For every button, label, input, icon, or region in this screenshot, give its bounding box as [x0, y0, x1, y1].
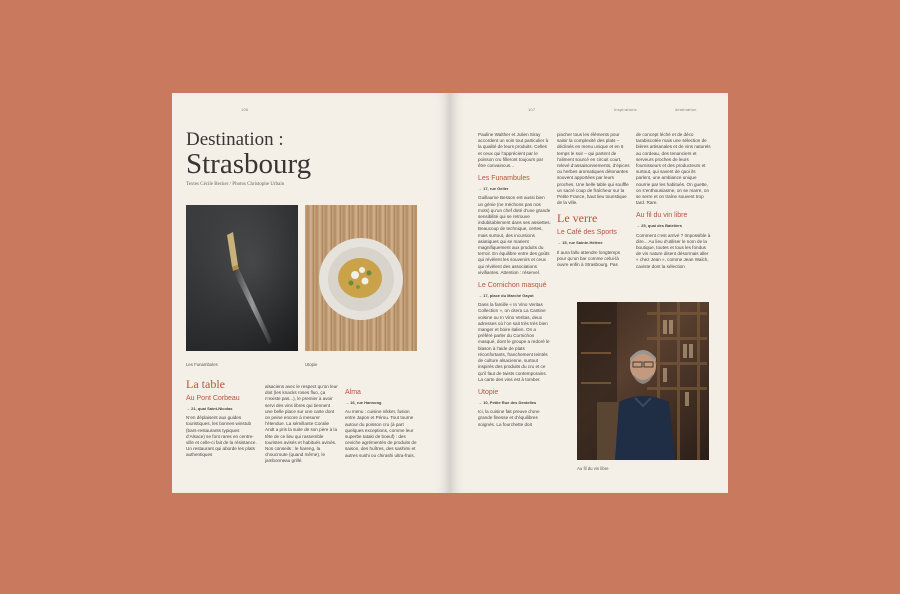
restaurant-name-pont-corbeau: Au Pont Corbeau: [186, 395, 240, 402]
page-number-right: 107: [528, 107, 536, 112]
text-intro-right: Pauline Walther et Julien Siray accordent un soin tout particulier à la qualité de leurs produits. Celles et ceux qui l’apprécient par le poisson cru filleront toujours par être convaincus...: [478, 132, 549, 169]
knife-photo: [186, 205, 298, 351]
right-page: [450, 93, 728, 493]
left-column-3: [345, 389, 419, 462]
wine-shop-illustration: [577, 302, 709, 460]
plate-illustration: [305, 205, 417, 351]
dish-photo: [305, 205, 417, 351]
left-column-2: [265, 384, 339, 468]
text-utopie-cont: piocher tous les éléments pour saisir la complexité des plats – déclinés en menu unique et en 6 temps le soir – qui partent de l’aliment sourcé en circuit court, relevé d’assaisonnements, d’épices ou herbes aromatiques détonantes souvent apportées par leurs proches. Une belle table qui souffle un sacré coup de fraîcheur sur la Petite France, haut lieu touristique de la ville.: [557, 132, 630, 206]
text-cornichon: Dans la famille « In Vino Veritas Collection », on citera La Cantine voisine ou In Vino Veritas, deux adresses où l’on sait très très bien manger et boire italien. On a préféré parler du Cornichon masqué, dont le groupe a redoré le blason à l’aide de plats réconfortants, franchement teintés de culture alsacienne, surtout inspirés des produits du cru et ce qu’il faut de twists contemporains. La carte des vins est à tomber.: [478, 302, 550, 382]
restaurant-name-funambules: Les Funambules: [478, 175, 530, 183]
text-cafe-des-sports-cont: de concept léché et de déco tarabiscotée mais une sélection de bières artisanales et de vins naturels au cordeau, des tenanciers et serveurs proches de leurs fournisseurs et des producteurs et surtout, qui savent de quoi ils parlent, une ambiance unique nourrie par les habitués. On guette, on s’enthousiasme, on se marre, on se serre et on traîne souvent trop tard. Rare.: [636, 132, 711, 206]
restaurant-name-utopie: Utopie: [478, 388, 499, 396]
section-label-destination: destination: [675, 107, 697, 112]
title-line-1: Destination :: [186, 129, 284, 150]
right-column-2: [557, 132, 630, 271]
text-utopie: Ici, la cuisine fait preuve d’une grande finesse et d’équilibres soignés. La fourchette doit: [478, 409, 540, 427]
text-fil-du-vin: Comment c’est arrivé ? Impossible à dire... Au lieu d’utiliser le nom de la boutique, toutes et tous les fondus de vin nature disent désormais aller « chez Jean », comme Jean Walch, caviste dont la sélection: [636, 232, 711, 269]
address-alma: → 16, rue Hannong: [345, 400, 382, 405]
wine-shop-photo: [577, 302, 709, 460]
caption-dish: Utopie: [305, 362, 318, 367]
title-line-2: Strasbourg: [186, 148, 312, 180]
section-label-inspirations: Inspirations: [614, 107, 637, 112]
text-pont-corbeau: N’en déplaisent aux guides touristiques, les bonnes winstub (bars-restaurants typiques d’Alsace) se font rares en centre-ville et celle-ci fait de la résistance. Un restaurant qui aborde les plats authentiques: [186, 415, 257, 458]
text-alma: Au menu : cuisine nikkeï, fusion entre Japon et Pérou. Tout tourne autour du poisson cru (à part quelques exceptions, comme leur superbe tataki de boeuf) : des ceviche agrémentés de produits de saison, des huîtres, des sashimi et autres sushi ou chirashi ultra-frais.: [345, 409, 417, 458]
section-heading-la-table: La table: [186, 377, 225, 391]
address-cafe-des-sports: → 15, rue Sainte-Hélène: [557, 240, 603, 246]
restaurant-name-alma: Alma: [345, 389, 361, 396]
caption-wine-shop: Au fil du vin libre: [577, 466, 609, 471]
knife-illustration: [186, 205, 298, 351]
magazine-spread: [172, 93, 728, 493]
address-funambules: → 17, rue Geiler: [478, 186, 509, 192]
left-column-1: [186, 378, 258, 462]
left-page: [172, 93, 450, 493]
restaurant-name-cornichon: Le Cornichon masqué: [478, 282, 547, 290]
text-funambules: Guillaume Besson est aussi bien un génie (ne méchons pas nos mots) qu’un chef doté d’une grande sensibilité qui se retrouve indubitablement dans ses assiettes. Beaucoup de technique, certes, mais surtout, des incursions asiatiques qui se marient magnifiquement aux produits du terroir. En équilibre entre des goûts qui révèlent les souvenirs et ceux qui révèlent des associations vivifiantes. Attention : réservel.: [478, 195, 551, 275]
right-column-1: [478, 132, 551, 431]
caption-knife: Les Funambules: [186, 362, 218, 367]
address-cornichon: → 17, place du Marché Gayot: [478, 293, 534, 299]
address-utopie: → 10, Petite Rue des Dentelles: [478, 399, 537, 405]
address-pont-corbeau: → 21, quai Saint-Nicolas: [186, 406, 233, 411]
right-column-3: [636, 132, 712, 273]
page-number-left: 106: [241, 107, 249, 112]
section-heading-le-verre: Le verre: [557, 211, 598, 226]
text-cafe-des-sports: Il aura fallu attendre longtemps pour qu’un bar comme celui-là ouvre enfin à Strasbourg. Pas: [557, 249, 621, 268]
text-pont-corbeau-cont: alsaciens avec le respect qu’on leur doit (les knacks roses fluo, ça n’existe pas...), le premier à avoir servi des vins libres qui tiennent une belle place sur une carte dont on peine encore à mesurer l’étendue. La sémillante Coralie Andt a pris la suite de son père à la tête de ce lieu qui rassemble touristes avisés et habitués avinés. Nos conseils : le hareng, la choucroute (quand même), le jambonneau grillé.: [265, 384, 338, 464]
bar-name-cafe-des-sports: Le Café des Sports: [557, 229, 617, 237]
address-fil-du-vin: → 25, quai des Bateliers: [636, 223, 683, 229]
byline: Textes Cécile Becker / Photos Christophe Urbain: [186, 182, 285, 187]
shop-name-fil-du-vin: Au fil du vin libre: [636, 212, 688, 220]
